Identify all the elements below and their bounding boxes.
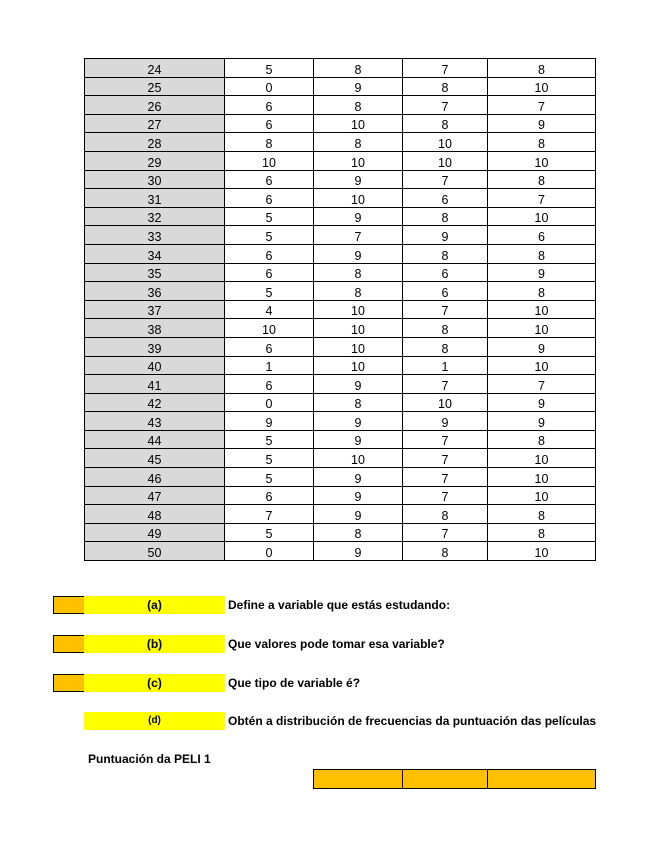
score-cell[interactable]: 8 bbox=[403, 207, 488, 226]
table-row bbox=[85, 375, 596, 394]
score-cell[interactable]: 8 bbox=[488, 430, 596, 449]
row-index-cell[interactable]: 38 bbox=[85, 319, 225, 338]
score-cell[interactable]: 7 bbox=[403, 449, 488, 468]
row-index-cell[interactable]: 39 bbox=[85, 337, 225, 356]
row-index-cell[interactable]: 45 bbox=[85, 449, 225, 468]
table-row bbox=[85, 96, 596, 115]
score-cell[interactable]: 10 bbox=[403, 151, 488, 170]
score-cell[interactable]: 9 bbox=[314, 486, 403, 505]
score-cell[interactable]: 7 bbox=[403, 523, 488, 542]
score-cell[interactable]: 7 bbox=[403, 468, 488, 487]
score-cell[interactable]: 8 bbox=[488, 244, 596, 263]
table-row bbox=[85, 151, 596, 170]
score-cell[interactable]: 10 bbox=[225, 319, 314, 338]
score-cell[interactable]: 7 bbox=[403, 96, 488, 115]
question-d-row bbox=[0, 712, 655, 730]
row-index-cell[interactable]: 50 bbox=[85, 542, 225, 561]
table-row bbox=[85, 468, 596, 487]
score-cell[interactable]: 5 bbox=[225, 59, 314, 78]
score-cell[interactable]: 7 bbox=[403, 170, 488, 189]
question-a-row bbox=[0, 596, 655, 614]
score-cell[interactable]: 6 bbox=[225, 244, 314, 263]
row-index-cell[interactable]: 31 bbox=[85, 189, 225, 208]
row-index-cell[interactable]: 48 bbox=[85, 505, 225, 524]
score-cell[interactable]: 9 bbox=[488, 337, 596, 356]
score-cell[interactable]: 10 bbox=[488, 77, 596, 96]
score-cell[interactable]: 8 bbox=[488, 133, 596, 152]
peli-1-title: Puntuación da PELI 1 bbox=[88, 752, 211, 766]
table-row bbox=[85, 356, 596, 375]
score-cell[interactable]: 7 bbox=[314, 226, 403, 245]
scores-table bbox=[84, 58, 596, 561]
score-cell[interactable]: 10 bbox=[403, 133, 488, 152]
answer-cell-c[interactable] bbox=[53, 674, 86, 692]
frequency-answer-cell[interactable] bbox=[487, 769, 596, 789]
score-cell[interactable]: 8 bbox=[403, 542, 488, 561]
score-cell[interactable]: 10 bbox=[403, 393, 488, 412]
score-cell[interactable]: 8 bbox=[403, 337, 488, 356]
score-cell[interactable]: 8 bbox=[488, 505, 596, 524]
question-label-c: (c) bbox=[84, 674, 225, 692]
score-cell[interactable]: 9 bbox=[403, 226, 488, 245]
score-cell[interactable]: 7 bbox=[403, 430, 488, 449]
table-row bbox=[85, 505, 596, 524]
table-row bbox=[85, 542, 596, 561]
score-cell[interactable]: 8 bbox=[314, 393, 403, 412]
score-cell[interactable]: 9 bbox=[225, 412, 314, 431]
score-cell[interactable]: 7 bbox=[403, 59, 488, 78]
score-cell[interactable]: 7 bbox=[403, 300, 488, 319]
row-index-cell[interactable]: 44 bbox=[85, 430, 225, 449]
score-cell[interactable]: 10 bbox=[314, 300, 403, 319]
row-index-cell[interactable]: 46 bbox=[85, 468, 225, 487]
score-cell[interactable]: 8 bbox=[403, 244, 488, 263]
table-row bbox=[85, 244, 596, 263]
score-cell[interactable]: 5 bbox=[225, 282, 314, 301]
score-cell[interactable]: 9 bbox=[314, 244, 403, 263]
score-cell[interactable]: 6 bbox=[403, 282, 488, 301]
score-cell[interactable]: 0 bbox=[225, 393, 314, 412]
score-cell[interactable]: 10 bbox=[488, 151, 596, 170]
answer-cell-b[interactable] bbox=[53, 635, 86, 653]
score-cell[interactable]: 10 bbox=[314, 319, 403, 338]
score-cell[interactable]: 10 bbox=[488, 319, 596, 338]
score-cell[interactable]: 8 bbox=[403, 77, 488, 96]
score-cell[interactable]: 8 bbox=[403, 505, 488, 524]
score-cell[interactable]: 8 bbox=[225, 133, 314, 152]
row-index-cell[interactable]: 26 bbox=[85, 96, 225, 115]
question-text-d: Obtén a distribución de frecuencias da puntuación das películas bbox=[228, 714, 596, 728]
score-cell[interactable]: 8 bbox=[314, 133, 403, 152]
row-index-cell[interactable]: 34 bbox=[85, 244, 225, 263]
frequency-answer-strip bbox=[314, 769, 596, 789]
score-cell[interactable]: 6 bbox=[225, 189, 314, 208]
score-cell[interactable]: 10 bbox=[314, 449, 403, 468]
score-cell[interactable]: 9 bbox=[314, 207, 403, 226]
table-row bbox=[85, 170, 596, 189]
table-row bbox=[85, 189, 596, 208]
table-row bbox=[85, 226, 596, 245]
question-b-row bbox=[0, 635, 655, 653]
table-row bbox=[85, 319, 596, 338]
score-cell[interactable]: 5 bbox=[225, 226, 314, 245]
score-cell[interactable]: 8 bbox=[403, 114, 488, 133]
row-index-cell[interactable]: 37 bbox=[85, 300, 225, 319]
row-index-cell[interactable]: 49 bbox=[85, 523, 225, 542]
score-cell[interactable]: 10 bbox=[488, 449, 596, 468]
row-index-cell[interactable]: 29 bbox=[85, 151, 225, 170]
score-cell[interactable]: 10 bbox=[314, 114, 403, 133]
score-cell[interactable]: 8 bbox=[314, 263, 403, 282]
score-cell[interactable]: 4 bbox=[225, 300, 314, 319]
table-row bbox=[85, 114, 596, 133]
score-cell[interactable]: 6 bbox=[225, 263, 314, 282]
question-text-c: Que tipo de variable é? bbox=[228, 676, 361, 690]
question-text-b: Que valores pode tomar esa variable? bbox=[228, 637, 445, 651]
score-cell[interactable]: 8 bbox=[314, 59, 403, 78]
table-row bbox=[85, 337, 596, 356]
score-cell[interactable]: 7 bbox=[488, 375, 596, 394]
score-cell[interactable]: 0 bbox=[225, 542, 314, 561]
score-cell[interactable]: 10 bbox=[488, 468, 596, 487]
score-cell[interactable]: 7 bbox=[488, 96, 596, 115]
score-cell[interactable]: 6 bbox=[225, 375, 314, 394]
score-cell[interactable]: 8 bbox=[488, 170, 596, 189]
score-cell[interactable]: 5 bbox=[225, 449, 314, 468]
score-cell[interactable]: 10 bbox=[225, 151, 314, 170]
score-cell[interactable]: 9 bbox=[314, 430, 403, 449]
row-index-cell[interactable]: 24 bbox=[85, 59, 225, 78]
score-cell[interactable]: 5 bbox=[225, 430, 314, 449]
score-cell[interactable]: 9 bbox=[314, 542, 403, 561]
row-index-cell[interactable]: 43 bbox=[85, 412, 225, 431]
question-label-d: (d) bbox=[84, 712, 225, 730]
row-index-cell[interactable]: 47 bbox=[85, 486, 225, 505]
score-cell[interactable]: 9 bbox=[488, 263, 596, 282]
score-cell[interactable]: 8 bbox=[314, 96, 403, 115]
score-cell[interactable]: 8 bbox=[403, 319, 488, 338]
table-row bbox=[85, 300, 596, 319]
score-cell[interactable]: 9 bbox=[488, 114, 596, 133]
table-row bbox=[85, 263, 596, 282]
table-row bbox=[85, 523, 596, 542]
score-cell[interactable]: 5 bbox=[225, 523, 314, 542]
score-cell[interactable]: 6 bbox=[225, 96, 314, 115]
table-row bbox=[85, 449, 596, 468]
score-cell[interactable]: 7 bbox=[225, 505, 314, 524]
row-index-cell[interactable]: 32 bbox=[85, 207, 225, 226]
score-cell[interactable]: 8 bbox=[488, 59, 596, 78]
score-cell[interactable]: 10 bbox=[314, 356, 403, 375]
score-cell[interactable]: 1 bbox=[225, 356, 314, 375]
score-cell[interactable]: 9 bbox=[314, 77, 403, 96]
table-row bbox=[85, 133, 596, 152]
score-cell[interactable]: 10 bbox=[488, 300, 596, 319]
table-row bbox=[85, 393, 596, 412]
score-cell[interactable]: 7 bbox=[403, 375, 488, 394]
table-row bbox=[85, 412, 596, 431]
question-text-a: Define a variable que estás estudando: bbox=[228, 598, 451, 612]
row-index-cell[interactable]: 41 bbox=[85, 375, 225, 394]
score-cell[interactable]: 9 bbox=[314, 468, 403, 487]
table-row bbox=[85, 430, 596, 449]
row-index-cell[interactable]: 40 bbox=[85, 356, 225, 375]
score-cell[interactable]: 10 bbox=[488, 207, 596, 226]
score-cell[interactable]: 8 bbox=[314, 282, 403, 301]
row-index-cell[interactable]: 35 bbox=[85, 263, 225, 282]
table-row bbox=[85, 207, 596, 226]
score-cell[interactable]: 6 bbox=[225, 337, 314, 356]
row-index-cell[interactable]: 30 bbox=[85, 170, 225, 189]
score-cell[interactable]: 10 bbox=[488, 486, 596, 505]
row-index-cell[interactable]: 42 bbox=[85, 393, 225, 412]
score-cell[interactable]: 9 bbox=[314, 375, 403, 394]
table-row bbox=[85, 486, 596, 505]
score-cell[interactable]: 10 bbox=[488, 356, 596, 375]
score-cell[interactable]: 5 bbox=[225, 207, 314, 226]
score-cell[interactable]: 10 bbox=[314, 189, 403, 208]
score-cell[interactable]: 7 bbox=[488, 189, 596, 208]
score-cell[interactable]: 8 bbox=[488, 523, 596, 542]
score-cell[interactable]: 1 bbox=[403, 356, 488, 375]
table-row bbox=[85, 282, 596, 301]
row-index-cell[interactable]: 25 bbox=[85, 77, 225, 96]
score-cell[interactable]: 8 bbox=[314, 523, 403, 542]
question-c-row bbox=[0, 674, 655, 692]
score-cell[interactable]: 9 bbox=[403, 412, 488, 431]
score-cell[interactable]: 6 bbox=[488, 226, 596, 245]
table-row bbox=[85, 77, 596, 96]
score-cell[interactable]: 10 bbox=[314, 151, 403, 170]
score-cell[interactable]: 6 bbox=[225, 486, 314, 505]
row-index-cell[interactable]: 28 bbox=[85, 133, 225, 152]
frequency-answer-cell[interactable] bbox=[402, 769, 488, 789]
score-cell[interactable]: 6 bbox=[403, 263, 488, 282]
score-cell[interactable]: 6 bbox=[225, 170, 314, 189]
score-cell[interactable]: 7 bbox=[403, 486, 488, 505]
score-cell[interactable]: 0 bbox=[225, 77, 314, 96]
score-cell[interactable]: 10 bbox=[314, 337, 403, 356]
row-index-cell[interactable]: 36 bbox=[85, 282, 225, 301]
frequency-answer-cell[interactable] bbox=[313, 769, 403, 789]
score-cell[interactable]: 5 bbox=[225, 468, 314, 487]
score-cell[interactable]: 8 bbox=[488, 282, 596, 301]
score-cell[interactable]: 9 bbox=[314, 170, 403, 189]
row-index-cell[interactable]: 27 bbox=[85, 114, 225, 133]
question-label-a: (a) bbox=[84, 596, 225, 614]
answer-cell-a[interactable] bbox=[53, 596, 86, 614]
score-cell[interactable]: 10 bbox=[488, 542, 596, 561]
score-cell[interactable]: 9 bbox=[488, 412, 596, 431]
score-cell[interactable]: 6 bbox=[403, 189, 488, 208]
score-cell[interactable]: 9 bbox=[314, 412, 403, 431]
table-row bbox=[85, 59, 596, 78]
score-cell[interactable]: 9 bbox=[314, 505, 403, 524]
question-label-b: (b) bbox=[84, 635, 225, 653]
row-index-cell[interactable]: 33 bbox=[85, 226, 225, 245]
score-cell[interactable]: 9 bbox=[488, 393, 596, 412]
score-cell[interactable]: 6 bbox=[225, 114, 314, 133]
